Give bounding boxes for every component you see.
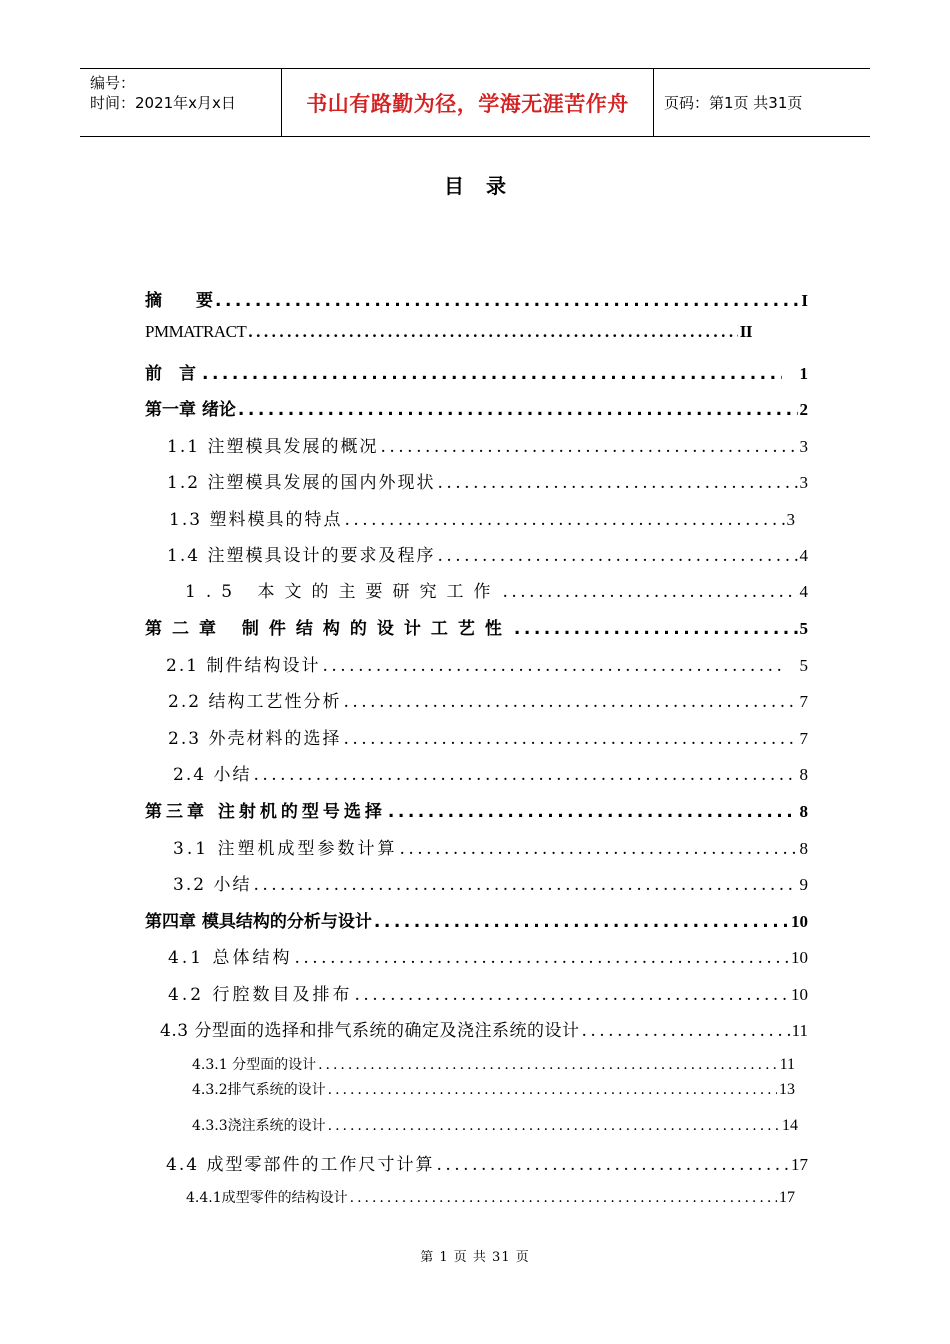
toc-entry[interactable] (173, 760, 808, 785)
toc-dot-leader (399, 839, 797, 859)
toc-dot-leader (344, 510, 784, 530)
toc-entry-page: 2 (799, 400, 808, 419)
toc-entry[interactable] (167, 468, 808, 493)
toc-entry-label: 1.4 注塑模具设计的要求及程序 (167, 546, 436, 566)
toc-entry[interactable] (173, 834, 808, 859)
toc-dot-leader (328, 1118, 780, 1134)
page-header (80, 68, 870, 137)
toc-dot-leader (318, 1057, 778, 1073)
toc-entry-label: 4.3 分型面的选择和排气系统的确定及浇注系统的设计 (160, 1021, 580, 1041)
toc-dot-leader (437, 546, 797, 566)
toc-entry-page: II (739, 322, 752, 341)
toc-entry[interactable] (168, 980, 808, 1005)
toc-entry-page: 11 (779, 1056, 795, 1073)
toc-entry[interactable] (167, 541, 808, 566)
toc-entry-page: 8 (799, 802, 808, 821)
toc-entry-label: 1.2 注塑模具发展的国内外现状 (167, 473, 436, 493)
toc-entry[interactable] (145, 395, 808, 420)
toc-entry-page: 17 (779, 1189, 795, 1206)
toc-entry-page: 3 (799, 437, 808, 456)
toc-entry-page: 1 (799, 364, 808, 383)
toc-entry-label: 2.3 外壳材料的选择 (168, 729, 342, 749)
toc-entry-page: 5 (799, 619, 808, 638)
toc-dot-leader (343, 729, 797, 749)
toc-entry[interactable] (186, 1187, 795, 1207)
toc-entry-label: 4.4 成型零部件的工作尺寸计算 (166, 1155, 435, 1175)
toc-entry-label: 4.4.1成型零件的结构设计 (186, 1190, 348, 1206)
toc-entry-label: 1.5 本文的主要研究工作 (185, 582, 501, 602)
header-time-label: 时间：2021年x月x日 (90, 94, 236, 112)
toc-entry[interactable] (145, 797, 808, 822)
header-number-label: 编号： (90, 74, 136, 92)
toc-entry[interactable] (166, 651, 808, 676)
toc-entry[interactable] (160, 1016, 808, 1041)
toc-entry-label: 2.1 制件结构设计 (166, 656, 321, 676)
header-meta (80, 69, 282, 136)
toc-entry-page: I (801, 291, 808, 310)
toc-entry-page: 8 (799, 839, 808, 858)
toc-entry-label: 3.2 小结 (173, 875, 252, 895)
toc-entry[interactable] (145, 614, 808, 639)
toc-dot-leader (437, 473, 797, 493)
toc-entry-page: 10 (791, 985, 808, 1004)
toc-dot-leader (374, 912, 789, 932)
toc-entry-label: 第三章 注射机的型号选择 (145, 802, 386, 822)
toc-dot-leader (350, 1190, 777, 1206)
toc-entry[interactable] (168, 943, 808, 968)
toc-entry[interactable] (192, 1115, 798, 1135)
toc-entry[interactable] (168, 687, 808, 712)
toc-entry-label: 第四章 模具结构的分析与设计 (145, 912, 372, 932)
toc-entry-page: 3 (786, 510, 795, 529)
toc-dot-leader (354, 985, 789, 1005)
toc-dot-leader (388, 802, 798, 822)
toc-dot-leader (253, 765, 797, 785)
toc-entry-label: 第一章 绪论 (145, 400, 236, 420)
toc-entry-label: 4.2 行腔数目及排布 (168, 985, 353, 1005)
toc-dot-leader (328, 1082, 777, 1098)
toc-dot-leader (248, 322, 737, 342)
toc-entry[interactable] (168, 724, 808, 749)
toc-entry-label: 4.3.2排气系统的设计 (192, 1082, 326, 1098)
toc-entry-label: 4.3.1 分型面的设计 (192, 1057, 317, 1073)
toc-entry-page: 7 (799, 729, 808, 748)
toc-entry[interactable] (173, 870, 808, 895)
header-page-info: 页码：第1页 共31页 (664, 94, 803, 112)
toc-entry[interactable] (192, 1079, 795, 1099)
header-motto: 书山有路勤为径，学海无涯苦作舟 (282, 69, 654, 136)
toc-entry-page: 11 (791, 1021, 808, 1040)
toc-dot-leader (514, 619, 798, 639)
toc-entry[interactable] (192, 1054, 795, 1074)
toc-entry-label: 2.2 结构工艺性分析 (168, 692, 342, 712)
toc-entry-label: 摘 要 (145, 291, 213, 311)
toc-entry-label: 1.3 塑料模具的特点 (169, 510, 343, 530)
toc-dot-leader (436, 1155, 789, 1175)
toc-dot-leader (215, 291, 799, 311)
toc-entry-label: PMMATRACT (145, 322, 247, 341)
toc-entry-page: 4 (799, 546, 808, 565)
page-title: 目录 (444, 174, 528, 198)
toc-entry-page: 7 (799, 692, 808, 711)
toc-dot-leader (238, 400, 798, 420)
toc-entry-page: 9 (799, 875, 808, 894)
toc-entry-label: 2.4 小结 (173, 765, 252, 785)
toc-dot-leader (322, 656, 785, 676)
toc-entry[interactable] (167, 432, 808, 457)
toc-entry-page: 14 (782, 1117, 798, 1134)
toc-entry[interactable] (145, 286, 808, 311)
toc-dot-leader (380, 437, 797, 457)
toc-entry-page: 5 (799, 656, 808, 675)
toc-entry-page: 13 (779, 1081, 795, 1098)
toc-entry-page: 3 (799, 473, 808, 492)
toc-entry-page: 8 (799, 765, 808, 784)
toc-entry-page: 17 (791, 1155, 808, 1174)
toc-entry-page: 4 (799, 582, 808, 601)
toc-entry-label: 4.3.3浇注系统的设计 (192, 1118, 326, 1134)
toc-entry[interactable] (169, 505, 795, 530)
toc-entry[interactable] (145, 907, 808, 932)
toc-dot-leader (202, 364, 782, 384)
toc-entry[interactable] (145, 359, 808, 384)
toc-entry-label: 前 言 (145, 364, 196, 384)
toc-dot-leader (343, 692, 797, 712)
page-footer: 第 1 页 共 31 页 (420, 1250, 530, 1265)
toc-entry-label: 4.1 总体结构 (168, 948, 293, 968)
toc-entry[interactable] (145, 322, 752, 342)
toc-entry-page: 10 (791, 948, 808, 967)
toc-dot-leader (502, 582, 797, 602)
toc-entry[interactable] (185, 577, 808, 602)
toc-dot-leader (253, 875, 797, 895)
toc-entry-page: 10 (791, 912, 808, 931)
toc-entry[interactable] (166, 1150, 808, 1175)
toc-entry-label: 3.1 注塑机成型参数计算 (173, 839, 398, 859)
toc-entry-label: 1.1 注塑模具发展的概况 (167, 437, 379, 457)
toc-entry-label: 第二章 制件结构的设计工艺性 (145, 619, 512, 639)
toc-dot-leader (581, 1021, 789, 1041)
toc-dot-leader (294, 948, 789, 968)
